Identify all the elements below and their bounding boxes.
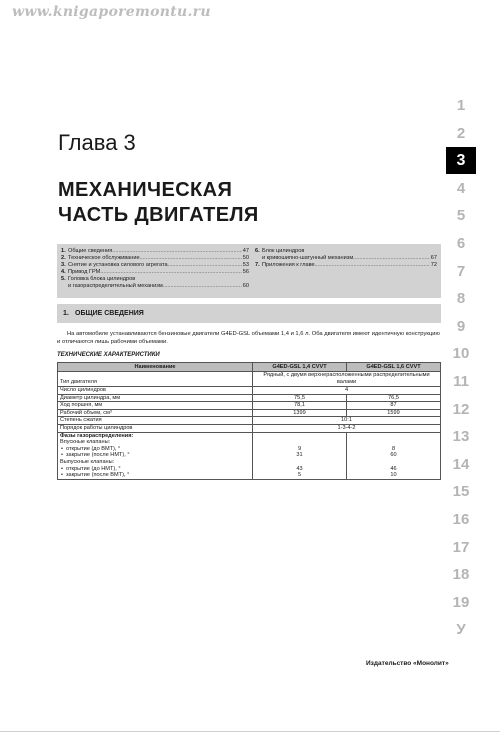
toc-column-right	[255, 248, 437, 269]
toc-item-page: 67	[430, 255, 437, 261]
chapter-tab-12[interactable]: 12	[446, 396, 476, 423]
chapter-title-line-1: МЕХАНИЧЕСКАЯ	[58, 179, 233, 201]
toc-item-continuation[interactable]	[255, 255, 437, 262]
column-header: G4ED-GSL 1,4 CVVT	[253, 363, 347, 372]
chapter-tab-10[interactable]: 10	[446, 340, 476, 367]
exhaust-open-label: • открытие (до НМТ), °	[60, 466, 250, 473]
chapter-tab-16[interactable]: 16	[446, 506, 476, 533]
intro-paragraph: На автомобиле устанавливаются бензиновые двигатели G4ED-GSL объемами 1,4 и 1,6 л. Оба двигателя имеют идентичную конструкцию и отличаются лишь рабочими объемами.	[57, 331, 440, 345]
chapter-tab-19[interactable]: 19	[446, 589, 476, 616]
chapter-tab-5[interactable]: 5	[446, 202, 476, 229]
row-value: 75,5	[253, 394, 347, 402]
intake-close-label: • закрытие (после НМТ), °	[60, 452, 250, 459]
toc-item-number: 6.	[255, 248, 260, 254]
toc-item-text: Снятие и установка силового агрегата	[68, 262, 168, 268]
toc-item-text: и кривошипно-шатунный механизм	[262, 255, 354, 261]
toc-item-continuation[interactable]	[61, 283, 249, 290]
section-title: ОБЩИЕ СВЕДЕНИЯ	[75, 310, 144, 317]
chapter-tab-2[interactable]: 2	[446, 120, 476, 147]
chapter-tab-1[interactable]: 1	[446, 92, 476, 119]
chapter-tab-17[interactable]: 17	[446, 534, 476, 561]
toc-leader	[100, 269, 241, 276]
chapter-tab-appendix[interactable]: У	[446, 616, 476, 643]
toc-item-number: 1.	[61, 248, 66, 254]
row-value: 9	[297, 445, 302, 452]
toc-item-text: Приложения к главе	[262, 262, 315, 268]
chapter-tab-9[interactable]: 9	[446, 313, 476, 340]
toc-leader	[140, 255, 242, 262]
toc-item-text: Блок цилиндров	[262, 248, 305, 254]
row-value: 76,5	[347, 394, 441, 402]
chapter-tab-4[interactable]: 4	[446, 175, 476, 202]
row-label: Число цилиндров	[58, 387, 253, 395]
chapter-tab-18[interactable]: 18	[446, 561, 476, 588]
valve-timing-heading: Фазы газораспределения:	[60, 432, 134, 439]
chapter-title	[58, 178, 259, 228]
table-row	[58, 394, 441, 402]
chapter-tab-13[interactable]: 13	[446, 423, 476, 450]
chapter-tab-14[interactable]: 14	[446, 451, 476, 478]
toc-item-page: 53	[242, 262, 249, 268]
section-header	[57, 304, 441, 323]
toc-column-left	[61, 248, 249, 290]
table-row	[58, 402, 441, 410]
chapter-title-line-2: ЧАСТЬ ДВИГАТЕЛЯ	[58, 204, 259, 226]
chapter-tab-11[interactable]: 11	[446, 368, 476, 395]
toc-item-text: Головка блока цилиндров	[68, 276, 136, 282]
row-value: 46	[390, 465, 397, 472]
toc-leader	[353, 255, 430, 262]
exhaust-close-label: • закрытие (после ВМТ), °	[60, 472, 250, 479]
row-label: Порядок работы цилиндров	[58, 424, 253, 432]
row-value: 78,1	[253, 402, 347, 410]
valve-timing-values-1-4	[253, 432, 347, 479]
column-header: Наименование	[58, 363, 253, 372]
row-value: 43	[296, 465, 303, 472]
toc-item-page: 50	[242, 255, 249, 261]
chapter-tab-3[interactable]: 3	[446, 147, 476, 174]
toc-leader	[163, 283, 242, 290]
toc-item[interactable]	[61, 269, 249, 276]
row-value: 5	[297, 472, 302, 479]
table-row	[58, 424, 441, 432]
row-value: 10	[390, 472, 397, 479]
toc-item[interactable]	[61, 262, 249, 269]
row-value: 87	[347, 402, 441, 410]
column-header: G4ED-GSL 1,6 CVVT	[347, 363, 441, 372]
table-row	[58, 387, 441, 395]
row-label: Тип двигателя	[58, 372, 253, 387]
specs-table	[57, 362, 441, 480]
toc-item-number: 5.	[61, 276, 66, 282]
exhaust-valves-label: Выпускные клапаны:	[60, 458, 115, 465]
watermark: www.knigaporemontu.ru	[12, 4, 211, 20]
table-of-contents	[57, 244, 441, 298]
table-row	[58, 417, 441, 425]
table-row	[58, 432, 441, 479]
row-value: 8	[391, 445, 396, 452]
row-value: 1-3-4-2	[253, 424, 441, 432]
toc-item-text: Общие сведения	[68, 248, 113, 254]
row-value: 31	[296, 452, 303, 459]
row-label: Рабочий объем, см³	[58, 409, 253, 417]
specs-title: ТЕХНИЧЕСКИЕ ХАРАКТЕРИСТИКИ	[57, 352, 160, 358]
table-row	[58, 372, 441, 387]
valve-timing-values-1-6	[347, 432, 441, 479]
toc-item-text: Техническое обслуживание	[68, 255, 140, 261]
row-value: 60	[390, 452, 397, 459]
row-value: 10:1	[253, 417, 441, 425]
toc-item-number: 7.	[255, 262, 260, 268]
row-value: 1399	[253, 409, 347, 417]
toc-item-text: Привод ГРМ	[68, 269, 101, 275]
toc-item-number: 4.	[61, 269, 66, 275]
row-value: 1599	[347, 409, 441, 417]
toc-item-text: и газораспределительный механизм	[68, 283, 163, 289]
toc-leader	[315, 262, 430, 269]
table-row	[58, 409, 441, 417]
toc-leader	[168, 262, 242, 269]
toc-item[interactable]	[61, 255, 249, 262]
chapter-tab-8[interactable]: 8	[446, 285, 476, 312]
table-header-row	[58, 363, 441, 372]
toc-item[interactable]	[61, 276, 249, 283]
chapter-tab-7[interactable]: 7	[446, 258, 476, 285]
row-value: 4	[253, 387, 441, 395]
section-number: 1.	[63, 310, 69, 317]
chapter-tab-15[interactable]: 15	[446, 478, 476, 505]
intake-open-label: • открытие (до ВМТ), °	[60, 446, 250, 453]
toc-item-number: 3.	[61, 262, 66, 268]
toc-item-page: 72	[430, 262, 437, 268]
toc-item[interactable]	[61, 248, 249, 255]
toc-item-page: 47	[242, 248, 249, 254]
row-label: Диаметр цилиндра, мм	[58, 394, 253, 402]
toc-item[interactable]	[255, 262, 437, 269]
row-label: Ход поршня, мм	[58, 402, 253, 410]
chapter-label: Глава 3	[58, 130, 136, 155]
toc-item-number: 2.	[61, 255, 66, 261]
toc-leader	[112, 248, 242, 255]
toc-item-page: 60	[242, 283, 249, 289]
valve-timing-labels	[58, 432, 253, 479]
row-value: Рядный, с двумя верхнерасположенными распределительными валами	[253, 372, 441, 387]
row-label: Степень сжатия	[58, 417, 253, 425]
toc-item-page: 56	[242, 269, 249, 275]
intake-valves-label: Впускные клапаны:	[60, 439, 111, 446]
chapter-tab-6[interactable]: 6	[446, 230, 476, 257]
publisher-name: Издательство «Монолит»	[366, 660, 449, 667]
toc-item[interactable]	[255, 248, 437, 255]
